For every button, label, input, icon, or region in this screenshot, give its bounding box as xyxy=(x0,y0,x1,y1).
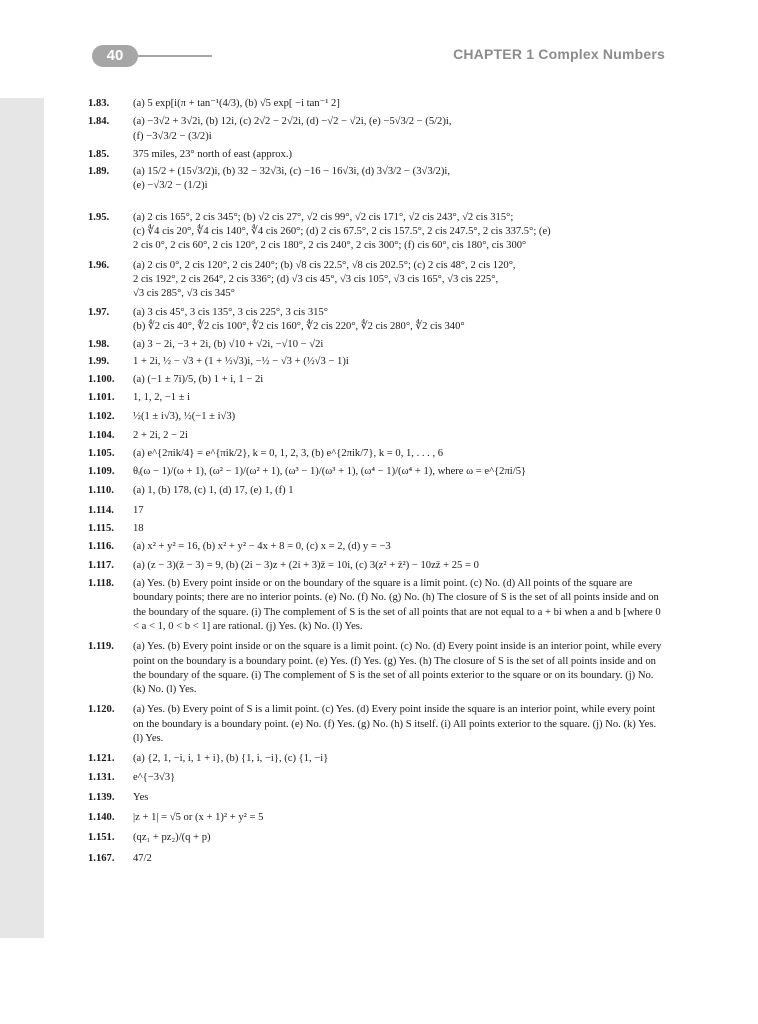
chapter-title: CHAPTER 1 Complex Numbers xyxy=(453,46,665,62)
answers-list xyxy=(88,97,668,866)
answer-number: 1.84. xyxy=(88,116,110,128)
answer-item xyxy=(88,306,668,335)
answer-text: 1, 1, 2, −1 ± i xyxy=(133,392,191,404)
answer-item xyxy=(88,211,668,254)
answer-item xyxy=(88,811,668,825)
answer-text: 17 xyxy=(133,504,144,516)
answer-item xyxy=(88,703,668,746)
answer-text: |z + 1| = √5 or (x + 1)² + y² = 5 xyxy=(133,812,264,824)
answer-number: 1.96. xyxy=(88,259,110,271)
answer-text: (a) 2 cis 0°, 2 cis 120°, 2 cis 240°; (b) √8 cis 22.5°, √8 cis 202.5°; (c) 2 cis 48°, 2 cis 120°, 2 cis 192°, 2 cis 264°, 2 cis 336°; (d) √3 cis 45°, √3 cis 105°, √3 cis 165°, √3 cis 225°, √3 cis 285°, √3 cis 345° xyxy=(133,259,516,300)
answer-text: (a) −3√2 + 3√2i, (b) 12i, (c) 2√2 − 2√2i, (d) −√2 − √2i, (e) −5√3/2 − (5/2)i, (f) −3√3/2 − (3/2)i xyxy=(133,116,452,142)
answer-item xyxy=(88,852,668,866)
answer-item xyxy=(88,391,668,405)
answer-text: e^{−3√3} xyxy=(133,771,176,783)
answer-text: (a) 3 cis 45°, 3 cis 135°, 3 cis 225°, 3 cis 315° (b) ∜2 cis 40°, ∜2 cis 100°, ∜2 cis 160°, ∜2 cis 220°, ∜2 cis 280°, ∜2 cis 340° xyxy=(133,306,465,332)
answer-item xyxy=(88,165,668,194)
answer-text: θᵢ(ω − 1)/(ω + 1), (ω² − 1)/(ω² + 1), (ω³ − 1)/(ω³ + 1), (ω⁴ − 1)/(ω⁴ + 1), where ω = e^{2πi/5} xyxy=(133,466,527,478)
answer-number: 1.99. xyxy=(88,356,110,368)
answer-number: 1.89. xyxy=(88,166,110,178)
answer-item xyxy=(88,355,668,369)
answer-text: 18 xyxy=(133,523,144,535)
answer-text: (a) Yes. (b) Every point inside or on the square is a limit point. (c) No. (d) Every point inside is an interior point, while every point on the boundary is a boundary point. (e) Yes. (f) Yes. (g) Yes. (h) The closure of S is the set of all points inside and on the boundary of the square. (i) The complement of S is the set of all points exterior to the square or on its boundary. (j) No. (k) No. (l) Yes. xyxy=(133,641,662,696)
answer-number: 1.121. xyxy=(88,753,115,765)
answer-number: 1.114. xyxy=(88,504,114,516)
answer-text: (a) (−1 ± 7i)/5, (b) 1 + i, 1 − 2i xyxy=(133,373,264,385)
answer-item xyxy=(88,373,668,387)
answer-text: (a) 5 exp[i(π + tan⁻¹(4/3), (b) √5 exp[ −i tan⁻¹ 2] xyxy=(133,98,340,109)
answer-item xyxy=(88,259,668,302)
answer-number: 1.102. xyxy=(88,411,115,423)
answer-number: 1.119. xyxy=(88,641,114,653)
answer-item xyxy=(88,752,668,766)
answer-text: 1 + 2i, ½ − √3 + (1 + ½√3)i, −½ − √3 + (½√3 − 1)i xyxy=(133,356,349,368)
answer-item xyxy=(88,831,668,845)
answer-number: 1.167. xyxy=(88,852,115,864)
answer-number: 1.140. xyxy=(88,812,115,824)
answer-item xyxy=(88,148,668,162)
answer-text: Yes xyxy=(133,791,149,803)
answer-number: 1.139. xyxy=(88,791,115,803)
answer-item xyxy=(88,429,668,443)
answer-number: 1.85. xyxy=(88,148,110,160)
answer-item xyxy=(88,484,668,498)
answer-number: 1.118. xyxy=(88,578,114,590)
answer-number: 1.83. xyxy=(88,98,110,109)
answer-number: 1.110. xyxy=(88,484,114,496)
answer-text: 2 + 2i, 2 − 2i xyxy=(133,429,188,441)
page-number-badge: 40 xyxy=(92,45,138,67)
side-margin-band xyxy=(0,98,44,938)
answer-text: 375 miles, 23° north of east (approx.) xyxy=(133,148,292,160)
answer-text: (a) 2 cis 165°, 2 cis 345°; (b) √2 cis 27°, √2 cis 99°, √2 cis 171°, √2 cis 243°, √2 cis 315°; (c) ∜4 cis 20°, ∜4 cis 140°, ∜4 cis 260°; (d) 2 cis 67.5°, 2 cis 157.5°, 2 cis 247.5°, 2 cis 337.5°; (e) 2 cis 0°, 2 cis 60°, 2 cis 120°, 2 cis 180°, 2 cis 240°, 2 cis 300°; (f) cis 60°, cis 180°, cis 300° xyxy=(133,211,551,252)
answer-text: (a) Yes. (b) Every point inside or on the boundary of the square is a limit point. (c) No. (d) All points of the square are boundary points; there are no interior points. (e) No. (f) No. (g) No. (h) The closure of S is the set of all points inside and on the boundary of the square. (i) The complement of S is the set of all points that are not equal to a + bi when a and b [where 0 < a < 1, 0 < b < 1] are rational. (j) Yes. (k) No. (l) Yes. xyxy=(133,578,661,632)
answer-number: 1.120. xyxy=(88,704,115,716)
answer-number: 1.104. xyxy=(88,429,115,441)
answer-item xyxy=(88,410,668,424)
answer-text: (a) 15/2 + (15√3/2)i, (b) 32 − 32√3i, (c) −16 − 16√3i, (d) 3√3/2 − (3√3/2)i, (e) −√3/2 − (1/2)i xyxy=(133,166,450,192)
answer-text: (qz₁ + pz₂)/(q + p) xyxy=(133,832,211,844)
answer-number: 1.95. xyxy=(88,211,110,223)
answer-text: (a) 3 − 2i, −3 + 2i, (b) √10 + √2i, −√10 − √2i xyxy=(133,339,324,351)
answer-text: (a) Yes. (b) Every point of S is a limit point. (c) Yes. (d) Every point inside the square is an interior point, while every point on the boundary is a boundary point. (e) No. (f) Yes. (g) No. (h) S itself. (i) All points exterior to the square. (j) No. (k) Yes. (l) Yes. xyxy=(133,704,657,744)
answer-item xyxy=(88,504,668,518)
answer-item xyxy=(88,522,668,536)
answer-item xyxy=(88,791,668,805)
answer-item xyxy=(88,640,668,697)
answer-item xyxy=(88,115,668,144)
answer-number: 1.97. xyxy=(88,306,110,318)
answer-item xyxy=(88,577,668,634)
answer-number: 1.117. xyxy=(88,559,114,571)
answer-number: 1.98. xyxy=(88,339,110,351)
answer-item xyxy=(88,97,668,111)
answer-number: 1.100. xyxy=(88,373,115,385)
answer-item xyxy=(88,338,668,352)
answer-number: 1.101. xyxy=(88,392,115,404)
header-rule xyxy=(136,55,212,57)
answer-number: 1.115. xyxy=(88,523,114,535)
answer-text: ½(1 ± i√3), ½(−1 ± i√3) xyxy=(133,411,236,423)
answer-text: (a) e^{2πik/4} = e^{πik/2}, k = 0, 1, 2, 3, (b) e^{2πik/7}, k = 0, 1, . . . , 6 xyxy=(133,447,444,459)
answer-text: (a) 1, (b) 178, (c) 1, (d) 17, (e) 1, (f) 1 xyxy=(133,484,294,496)
page-header xyxy=(0,0,758,80)
answer-text: (a) {2, 1, −i, i, 1 + i}, (b) {1, i, −i}, (c) {1, −i} xyxy=(133,753,329,765)
answer-number: 1.151. xyxy=(88,832,115,844)
answer-item xyxy=(88,447,668,461)
answer-number: 1.131. xyxy=(88,771,115,783)
answer-item xyxy=(88,771,668,785)
answer-text: (a) (z − 3)(z̄ − 3) = 9, (b) (2i − 3)z + (2i + 3)z̄ = 10i, (c) 3(z² + z̄²) − 10zz̄ + 25 = 0 xyxy=(133,559,479,571)
answer-item xyxy=(88,465,668,479)
answer-text: (a) x² + y² = 16, (b) x² + y² − 4x + 8 = 0, (c) x = 2, (d) y = −3 xyxy=(133,541,391,553)
answer-text: 47/2 xyxy=(133,852,152,864)
answer-number: 1.105. xyxy=(88,447,115,459)
answer-item xyxy=(88,540,668,554)
answer-number: 1.109. xyxy=(88,466,115,478)
answer-number: 1.116. xyxy=(88,541,114,553)
answer-item xyxy=(88,559,668,573)
